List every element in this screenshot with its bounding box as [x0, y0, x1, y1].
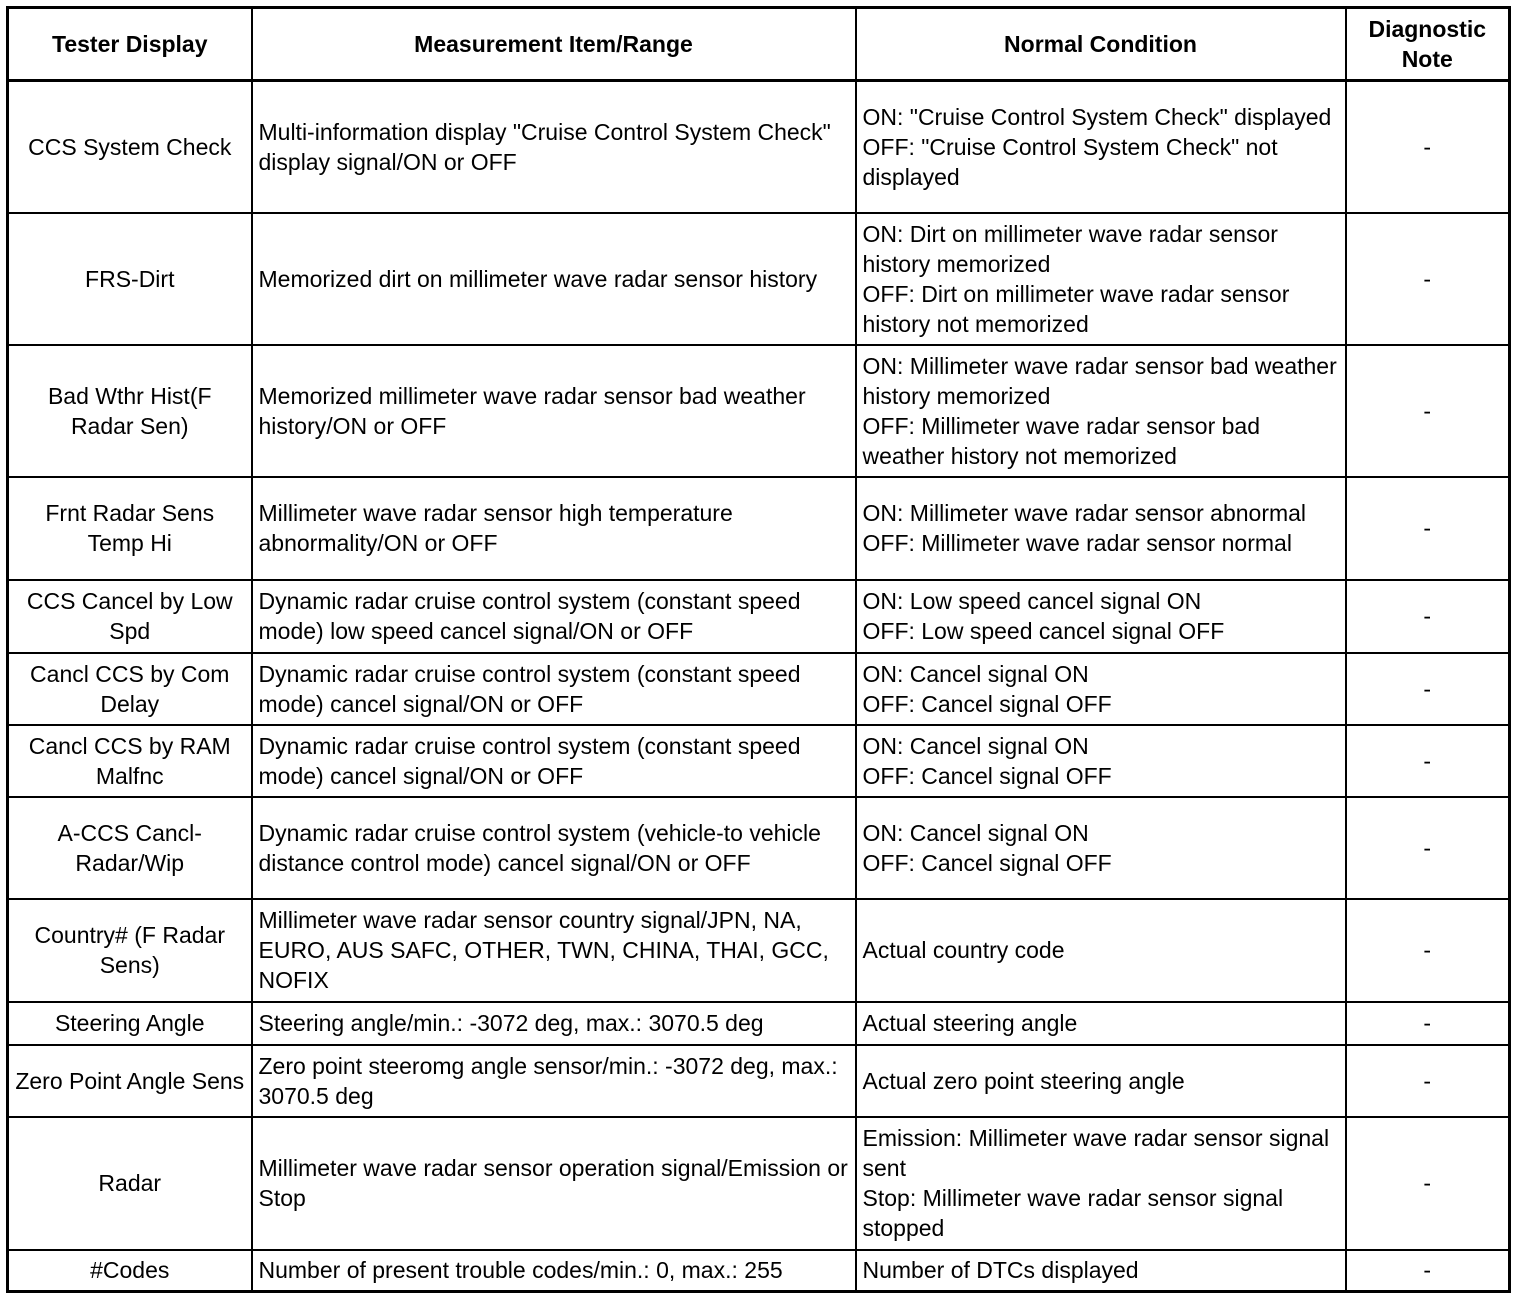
- normal-condition-off: OFF: Cancel signal OFF: [862, 762, 1112, 789]
- table-row: [8, 1045, 1510, 1117]
- table-row: [8, 213, 1510, 345]
- header-diagnostic-note: [1346, 8, 1510, 81]
- measurement-item-cell: Multi-information display "Cruise Control System Check" display signal/ON or OFF: [252, 81, 856, 213]
- tester-display-cell: CCS System Check: [8, 81, 252, 213]
- diagnostic-note-cell: -: [1346, 345, 1510, 477]
- normal-condition-on: ON: Low speed cancel signal ON: [862, 588, 1202, 614]
- normal-condition-off: OFF: Millimeter wave radar sensor normal: [862, 530, 1292, 556]
- diagnostic-note-cell: -: [1346, 1117, 1510, 1250]
- diagnostic-note-cell: -: [1346, 477, 1510, 580]
- measurement-item-cell: Millimeter wave radar sensor high temperature abnormality/ON or OFF: [252, 477, 856, 580]
- tester-display-cell: Country# (F Radar Sens): [8, 899, 252, 1002]
- diagnostic-note-cell: -: [1346, 1250, 1510, 1292]
- normal-condition-cell: [856, 345, 1346, 477]
- tester-display-cell: FRS-Dirt: [8, 213, 252, 345]
- data-monitor-table: [6, 6, 1511, 1293]
- normal-condition-off: OFF: Cancel signal OFF: [862, 849, 1112, 876]
- measurement-item-cell: Dynamic radar cruise control system (constant speed mode) cancel signal/ON or OFF: [252, 725, 856, 797]
- diagnostic-note-cell: -: [1346, 899, 1510, 1002]
- tester-display-cell: CCS Cancel by Low Spd: [8, 580, 252, 653]
- table-row: [8, 1250, 1510, 1292]
- measurement-item-cell: Steering angle/min.: -3072 deg, max.: 3070.5 deg: [252, 1002, 856, 1045]
- normal-condition-cell: [856, 81, 1346, 213]
- normal-condition-on: Actual country code: [862, 937, 1065, 963]
- table-row: [8, 1002, 1510, 1045]
- normal-condition-cell: [856, 1250, 1346, 1292]
- measurement-item-cell: Millimeter wave radar sensor operation signal/Emission or Stop: [252, 1117, 856, 1250]
- normal-condition-cell: [856, 1045, 1346, 1117]
- normal-condition-on: ON: "Cruise Control System Check" displayed: [862, 103, 1332, 130]
- normal-condition-on: Actual zero point steering angle: [862, 1067, 1185, 1094]
- diagnostic-note-cell: -: [1346, 1002, 1510, 1045]
- header-diagnostic-note-line2: Note: [1401, 46, 1453, 72]
- measurement-item-cell: Zero point steeromg angle sensor/min.: -3072 deg, max.: 3070.5 deg: [252, 1045, 856, 1117]
- header-tester-display: Tester Display: [8, 8, 252, 81]
- diagnostic-note-cell: -: [1346, 580, 1510, 653]
- normal-condition-off: OFF: Cancel signal OFF: [862, 690, 1112, 717]
- measurement-item-cell: Memorized millimeter wave radar sensor bad weather history/ON or OFF: [252, 345, 856, 477]
- normal-condition-cell: [856, 477, 1346, 580]
- measurement-item-cell: Memorized dirt on millimeter wave radar sensor history: [252, 213, 856, 345]
- diagnostic-note-cell: -: [1346, 1045, 1510, 1117]
- table-row: [8, 899, 1510, 1002]
- diagnostic-note-cell: -: [1346, 653, 1510, 725]
- table-row: [8, 725, 1510, 797]
- table-row: [8, 477, 1510, 580]
- diagnostic-note-cell: -: [1346, 81, 1510, 213]
- table-row: [8, 1117, 1510, 1250]
- normal-condition-on: ON: Millimeter wave radar sensor abnormal: [862, 500, 1307, 526]
- header-diagnostic-note-line1: Diagnostic: [1368, 16, 1487, 42]
- measurement-item-cell: Dynamic radar cruise control system (constant speed mode) low speed cancel signal/ON or OFF: [252, 580, 856, 653]
- tester-display-cell: Radar: [8, 1117, 252, 1250]
- normal-condition-on: ON: Cancel signal ON: [862, 819, 1089, 846]
- table-row: [8, 580, 1510, 653]
- tester-display-cell: Frnt Radar Sens Temp Hi: [8, 477, 252, 580]
- normal-condition-on: Emission: Millimeter wave radar sensor signal sent: [862, 1125, 1330, 1181]
- normal-condition-cell: [856, 797, 1346, 899]
- normal-condition-cell: [856, 1002, 1346, 1045]
- normal-condition-cell: [856, 725, 1346, 797]
- tester-display-cell: Cancl CCS by Com Delay: [8, 653, 252, 725]
- measurement-item-cell: Millimeter wave radar sensor country signal/JPN, NA, EURO, AUS SAFC, OTHER, TWN, CHINA, THAI, GCC, NOFIX: [252, 899, 856, 1002]
- normal-condition-cell: [856, 213, 1346, 345]
- normal-condition-off: OFF: Low speed cancel signal OFF: [862, 618, 1225, 644]
- normal-condition-off: Stop: Millimeter wave radar sensor signal stopped: [862, 1185, 1284, 1241]
- table-row: [8, 345, 1510, 477]
- measurement-item-cell: Dynamic radar cruise control system (constant speed mode) cancel signal/ON or OFF: [252, 653, 856, 725]
- tester-display-cell: Cancl CCS by RAM Malfnc: [8, 725, 252, 797]
- header-normal-condition: Normal Condition: [856, 8, 1346, 81]
- header-row: [8, 8, 1510, 81]
- tester-display-cell: #Codes: [8, 1250, 252, 1292]
- normal-condition-off: OFF: Dirt on millimeter wave radar sensor history not memorized: [862, 280, 1290, 337]
- table-row: [8, 81, 1510, 213]
- normal-condition-cell: [856, 1117, 1346, 1250]
- normal-condition-cell: [856, 899, 1346, 1002]
- measurement-item-cell: Dynamic radar cruise control system (vehicle-to vehicle distance control mode) cancel signal/ON or OFF: [252, 797, 856, 899]
- normal-condition-off: OFF: Millimeter wave radar sensor bad weather history not memorized: [862, 412, 1261, 469]
- header-measurement-item: Measurement Item/Range: [252, 8, 856, 81]
- normal-condition-on: ON: Dirt on millimeter wave radar sensor history memorized: [862, 220, 1278, 277]
- normal-condition-on: ON: Cancel signal ON: [862, 732, 1089, 759]
- tester-display-cell: Zero Point Angle Sens: [8, 1045, 252, 1117]
- table-row: [8, 797, 1510, 899]
- normal-condition-on: ON: Millimeter wave radar sensor bad weather history memorized: [862, 352, 1337, 409]
- measurement-item-cell: Number of present trouble codes/min.: 0, max.: 255: [252, 1250, 856, 1292]
- diagnostic-note-cell: -: [1346, 725, 1510, 797]
- normal-condition-on: Actual steering angle: [862, 1010, 1078, 1036]
- tester-display-cell: A-CCS Cancl-Radar/Wip: [8, 797, 252, 899]
- normal-condition-off: OFF: "Cruise Control System Check" not displayed: [862, 133, 1278, 190]
- tester-display-cell: Steering Angle: [8, 1002, 252, 1045]
- diagnostic-note-cell: -: [1346, 213, 1510, 345]
- table-row: [8, 653, 1510, 725]
- normal-condition-cell: [856, 580, 1346, 653]
- normal-condition-on: Number of DTCs displayed: [862, 1257, 1139, 1284]
- diagnostic-note-cell: -: [1346, 797, 1510, 899]
- normal-condition-cell: [856, 653, 1346, 725]
- tester-display-cell: Bad Wthr Hist(F Radar Sen): [8, 345, 252, 477]
- normal-condition-on: ON: Cancel signal ON: [862, 660, 1089, 687]
